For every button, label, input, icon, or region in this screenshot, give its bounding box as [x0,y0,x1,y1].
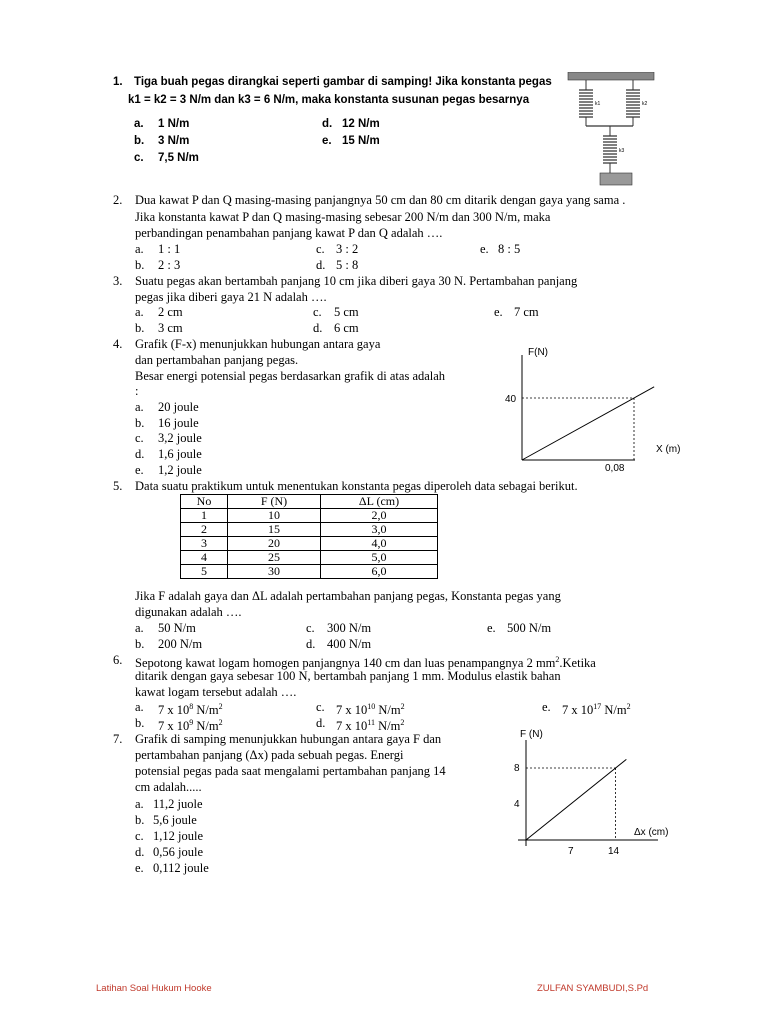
q5-text-line1: Data suatu praktikum untuk menentukan konstanta pegas diperoleh data sebagai berikut. [135,479,578,493]
q6-opt-e-letter: e. [542,700,551,714]
q3-number: 3. [113,274,123,288]
footer-author: ZULFAN SYAMBUDI,S.Pd [537,983,649,994]
q6-opt-c: 7 x $10^{10}$ $N/m^2$ [336,702,405,718]
table-cell: 25 [228,551,321,565]
q7-opt-a: 11,2 juole [153,797,203,811]
q3-opt-a: 2 cm [158,305,183,319]
q5-opt-a: 50 N/m [158,621,196,635]
chart2-x-tick-7: 7 [568,846,574,857]
q7-opt-d: 0,56 joule [153,845,203,859]
q5-number: 5. [113,479,123,493]
q2-opt-e-letter: e. [480,242,489,256]
table-cell: 5,0 [321,551,438,565]
q4-text-line1: Grafik (F-x) menunjukkan hubungan antara gaya [135,337,381,351]
table-cell: 20 [228,537,321,551]
table-cell: 3,0 [321,523,438,537]
q1-opt-c-letter: c. [134,152,144,164]
chart2-y-tick-4: 4 [514,799,520,810]
q4-opt-e: 1,2 joule [158,463,202,477]
q3-opt-b: 3 cm [158,321,183,335]
q6-opt-a: 7 x $10^8$ $N/m^2$ [158,702,223,718]
chart2-y-label: F (N) [520,729,543,740]
q4-text-line4: : [135,384,139,398]
q4-opt-a: 20 joule [158,400,199,414]
q1-opt-b: 3 N/m [158,135,190,147]
q6-opt-a-letter: a. [135,700,144,714]
q4-opt-e-letter: e. [135,463,144,477]
chart1-y-label: F(N) [528,347,548,358]
table-header-force: F (N) [228,495,321,509]
q7-opt-e-letter: e. [135,861,144,875]
table-cell: 4,0 [321,537,438,551]
q3-text-line1: Suatu pegas akan bertambah panjang 10 cm jika diberi gaya 30 N. Pertambahan panjang [135,274,578,288]
q7-opt-e: 0,112 joule [153,861,209,875]
chart2-x-label: Δx (cm) [634,827,669,838]
force-extension-chart-2 [500,724,710,860]
q3-opt-d-letter: d. [313,321,323,335]
q1-opt-e: 15 N/m [342,135,380,147]
q6-text-line3: kawat logam tersebut adalah …. [135,685,297,699]
table-cell: 6,0 [321,565,438,579]
chart2-x-tick-14: 14 [608,846,620,857]
table-cell: 3 [181,537,228,551]
q3-opt-e-letter: e. [494,305,503,319]
q5-opt-b: 200 N/m [158,637,203,651]
q6-text-line2: ditarik dengan gaya sebesar 100 N, bertambah panjang 1 mm. Modulus elastik bahan [135,669,561,683]
q1-opt-e-letter: e. [322,135,332,147]
q2-opt-d: 5 : 8 [336,258,359,272]
q1-number: 1. [113,76,123,88]
q6-opt-b-letter: b. [135,716,145,730]
q7-text-line4: cm adalah..... [135,780,202,794]
q1-text-line2: k1 = k2 = 3 N/m dan k3 = 6 N/m, maka konstanta susunan pegas besarnya [128,94,530,106]
q3-opt-d: 6 cm [334,321,359,335]
chart1-x-label: X (m) [656,444,681,455]
table-header-no: No [181,495,228,509]
q7-opt-a-letter: a. [135,797,144,811]
table-cell: 10 [228,509,321,523]
force-extension-chart-1 [490,340,700,475]
q7-opt-c: 1,12 joule [153,829,203,843]
table-cell: 15 [228,523,321,537]
spring-label-k3: k3 [619,148,625,154]
q5-opt-b-letter: b. [135,637,145,651]
q6-opt-d: 7 x $10^{11}$ $N/m^2$ [336,718,405,734]
q1-opt-b-letter: b. [134,135,145,147]
table-cell: 30 [228,565,321,579]
q7-text-line1: Grafik di samping menunjukkan hubungan antara gaya F dan [135,732,442,746]
q4-opt-c: 3,2 joule [158,431,202,445]
q2-opt-c-letter: c. [316,242,325,256]
table-row [181,565,438,579]
q4-text-line3: Besar energi potensial pegas berdasarkan grafik di atas adalah [135,369,446,383]
q6-opt-d-letter: d. [316,716,326,730]
q6-opt-e: 7 x $10^{17}$ $N/m^2$ [562,702,631,718]
q2-text-line3: perbandingan penambahan panjang kawat P dan Q adalah …. [135,226,443,240]
q7-opt-b: 5,6 joule [153,813,197,827]
q4-number: 4. [113,337,123,351]
q4-opt-c-letter: c. [135,431,144,445]
table-row [181,551,438,565]
q3-opt-a-letter: a. [135,305,144,319]
q5-opt-e-letter: e. [487,621,496,635]
q2-text-line1: Dua kawat P dan Q masing-masing panjangnya 50 cm dan 80 cm ditarik dengan gaya yang sama . [135,193,626,207]
table-header-row [181,495,438,509]
table-header-delta-l: ΔL (cm) [321,495,438,509]
table-row [181,523,438,537]
q6-text-line1a: Sepotong kawat logam homogen panjangnya 140 cm dan luas penampangnya 2 mm [135,656,556,671]
q1-opt-d-letter: d. [322,118,333,130]
table-cell: 4 [181,551,228,565]
q4-opt-b-letter: b. [135,416,145,430]
table-cell: 5 [181,565,228,579]
q6-opt-c-letter: c. [316,700,325,714]
table-row [181,537,438,551]
q3-opt-b-letter: b. [135,321,145,335]
q5-text-line3: digunakan adalah …. [135,605,242,619]
q2-opt-b: 2 : 3 [158,258,181,272]
footer-title: Latihan Soal Hukum Hooke [96,983,212,994]
q6-opt-b: 7 x $10^9$ $N/m^2$ [158,718,223,734]
q4-text-line2: dan pertambahan panjang pegas. [135,353,299,367]
q6-text-line1-sup: 2 [555,655,560,664]
q2-opt-d-letter: d. [316,258,326,272]
q3-opt-c-letter: c. [313,305,322,319]
spring-arrangement-diagram [566,72,656,186]
q4-opt-d-letter: d. [135,447,145,461]
q5-opt-d: 400 N/m [327,637,372,651]
table-cell: 1 [181,509,228,523]
q2-text-line2: Jika konstanta kawat P dan Q masing-masing sebesar 200 N/m dan 300 N/m, maka [135,210,551,224]
q2-opt-a: 1 : 1 [158,242,181,256]
q2-opt-b-letter: b. [135,258,145,272]
q7-opt-b-letter: b. [135,813,145,827]
q1-opt-a-letter: a. [134,118,144,130]
chart1-y-tick: 40 [505,394,517,405]
q7-opt-d-letter: d. [135,845,145,859]
table-cell: 2 [181,523,228,537]
q6-text-line1b: .Ketika [559,656,596,671]
q3-opt-e: 7 cm [514,305,539,319]
q1-text-line1: Tiga buah pegas dirangkai seperti gambar di samping! Jika konstanta pegas [134,76,552,88]
q4-opt-d: 1,6 joule [158,447,202,461]
q1-opt-d: 12 N/m [342,118,380,130]
q5-opt-e: 500 N/m [507,621,552,635]
q2-opt-a-letter: a. [135,242,144,256]
q4-opt-a-letter: a. [135,400,144,414]
q6-number: 6. [113,653,123,667]
chart1-x-tick: 0,08 [605,463,625,474]
q5-opt-a-letter: a. [135,621,144,635]
spring-label-k2: k2 [642,101,648,107]
q7-text-line3: potensial pegas pada saat mengalami pertambahan panjang 14 [135,764,446,778]
q2-opt-c: 3 : 2 [336,242,359,256]
q5-text-line2: Jika F adalah gaya dan ΔL adalah pertambahan panjang pegas, Konstanta pegas yang [135,589,561,603]
q4-opt-b: 16 joule [158,416,199,430]
q3-opt-c: 5 cm [334,305,359,319]
q2-opt-e: 8 : 5 [498,242,521,256]
spring-label-k1: k1 [595,101,601,107]
q7-number: 7. [113,732,123,746]
q5-opt-c: 300 N/m [327,621,372,635]
q7-opt-c-letter: c. [135,829,144,843]
q1-opt-a: 1 N/m [158,118,190,130]
table-row [181,509,438,523]
q5-data-table [180,494,438,579]
table-cell: 2,0 [321,509,438,523]
q1-opt-c: 7,5 N/m [158,152,199,164]
chart2-y-tick-8: 8 [514,763,520,774]
chart2-series-line [526,759,626,840]
q2-number: 2. [113,193,123,207]
q5-opt-c-letter: c. [306,621,315,635]
q3-text-line2: pegas jika diberi gaya 21 N adalah …. [135,290,327,304]
q7-text-line2: pertambahan panjang (Δx) pada sebuah pegas. Energi [135,748,404,762]
q5-opt-d-letter: d. [306,637,316,651]
